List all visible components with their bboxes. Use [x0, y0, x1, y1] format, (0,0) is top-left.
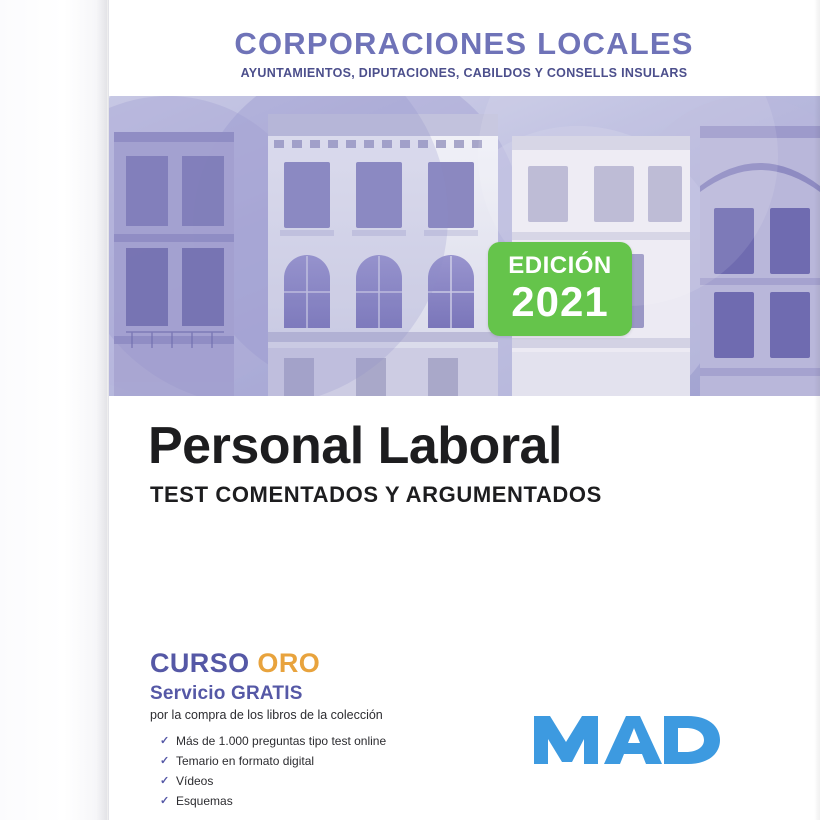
cover-photograph: [108, 96, 820, 396]
promo-block: [150, 648, 386, 820]
list-item: [160, 734, 386, 748]
edition-badge-label: EDICIÓN: [508, 252, 612, 279]
building-facade-illustration: [108, 96, 820, 396]
check-icon: ✓: [160, 795, 170, 807]
promo-feature-label: Temario en formato digital: [176, 754, 315, 768]
promo-feature-label: Esquemas: [176, 794, 233, 808]
promo-feature-label: Más de 1.000 preguntas tipo test online: [176, 734, 387, 748]
cover-body: [108, 396, 820, 820]
check-icon: ✓: [160, 735, 170, 747]
promo-heading: [150, 648, 386, 679]
promo-service: Servicio GRATIS: [150, 683, 303, 704]
book-spine: [0, 0, 109, 820]
promo-condition: por la compra de los libros de la colección: [150, 708, 383, 722]
promo-heading-curso: CURSO: [150, 648, 258, 678]
publisher-logo: [532, 706, 722, 770]
list-item: [160, 794, 386, 808]
promo-feature-label: Vídeos: [176, 774, 214, 788]
spine-surface: [0, 0, 107, 820]
book-title: Personal Laboral: [148, 417, 562, 475]
promo-feature-list: [160, 734, 386, 808]
edition-badge-year: 2021: [511, 278, 609, 325]
promo-heading-oro: ORO: [257, 648, 321, 678]
book-subtitle: TEST COMENTADOS Y ARGUMENTADOS: [150, 482, 602, 507]
list-item: [160, 754, 386, 768]
cover-right-edge-shadow: [814, 0, 820, 820]
cover-header: [108, 0, 820, 96]
edition-badge: [488, 242, 632, 336]
check-icon: ✓: [160, 755, 170, 767]
check-icon: ✓: [160, 775, 170, 787]
list-item: [160, 774, 386, 788]
spine-shadow: [96, 0, 108, 820]
mad-logo-icon: [532, 706, 722, 770]
collection-subtitle: AYUNTAMIENTOS, DIPUTACIONES, CABILDOS Y CONSELLS INSULARS: [240, 66, 688, 80]
collection-title: CORPORACIONES LOCALES: [234, 26, 694, 61]
